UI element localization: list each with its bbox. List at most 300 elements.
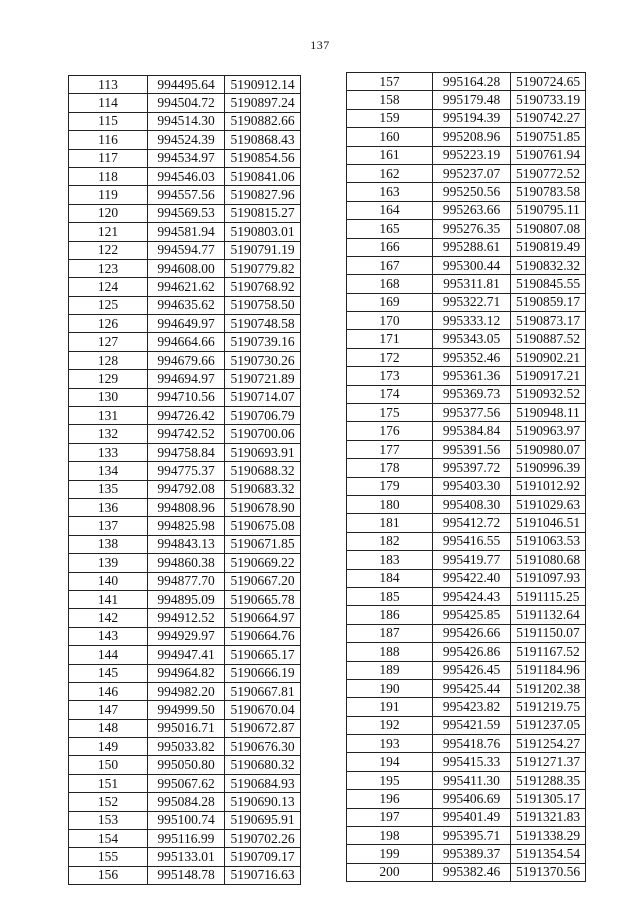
- x-coordinate-cell: 994825.98: [148, 517, 225, 535]
- table-row: [69, 462, 301, 480]
- x-coordinate-cell: 995389.37: [433, 845, 511, 863]
- y-coordinate-cell: 5191029.63: [511, 495, 586, 513]
- table-row: [69, 609, 301, 627]
- x-coordinate-cell: 994649.97: [148, 315, 225, 333]
- point-number-cell: 194: [347, 753, 433, 771]
- y-coordinate-cell: 5190932.52: [511, 385, 586, 403]
- point-number-cell: 119: [69, 186, 148, 204]
- y-coordinate-cell: 5190690.13: [225, 793, 301, 811]
- table-row: [347, 404, 586, 422]
- y-coordinate-cell: 5190791.19: [225, 241, 301, 259]
- table-row: [69, 167, 301, 185]
- y-coordinate-cell: 5191271.37: [511, 753, 586, 771]
- x-coordinate-cell: 995050.80: [148, 756, 225, 774]
- point-number-cell: 183: [347, 551, 433, 569]
- point-number-cell: 155: [69, 848, 148, 866]
- y-coordinate-cell: 5191132.64: [511, 606, 586, 624]
- y-coordinate-cell: 5191080.68: [511, 551, 586, 569]
- point-number-cell: 133: [69, 443, 148, 461]
- x-coordinate-cell: 995397.72: [433, 459, 511, 477]
- point-number-cell: 177: [347, 440, 433, 458]
- table-row: [69, 223, 301, 241]
- point-number-cell: 179: [347, 477, 433, 495]
- table-row: [347, 716, 586, 734]
- x-coordinate-cell: 995384.84: [433, 422, 511, 440]
- y-coordinate-cell: 5190902.21: [511, 348, 586, 366]
- x-coordinate-cell: 995250.56: [433, 183, 511, 201]
- table-row: [347, 256, 586, 274]
- x-coordinate-cell: 995300.44: [433, 256, 511, 274]
- point-number-cell: 136: [69, 498, 148, 516]
- point-number-cell: 140: [69, 572, 148, 590]
- table-row: [347, 735, 586, 753]
- table-row: [69, 278, 301, 296]
- point-number-cell: 198: [347, 827, 433, 845]
- table-row: [69, 370, 301, 388]
- x-coordinate-cell: 994514.30: [148, 112, 225, 130]
- point-number-cell: 195: [347, 771, 433, 789]
- page-number: 137: [310, 38, 330, 52]
- y-coordinate-cell: 5190859.17: [511, 293, 586, 311]
- x-coordinate-cell: 995408.30: [433, 495, 511, 513]
- x-coordinate-cell: 994775.37: [148, 462, 225, 480]
- y-coordinate-cell: 5190795.11: [511, 201, 586, 219]
- table-row: [347, 698, 586, 716]
- coordinates-table-right: [346, 72, 586, 882]
- y-coordinate-cell: 5190912.14: [225, 76, 301, 94]
- y-coordinate-cell: 5190751.85: [511, 128, 586, 146]
- y-coordinate-cell: 5190669.22: [225, 554, 301, 572]
- y-coordinate-cell: 5190827.96: [225, 186, 301, 204]
- point-number-cell: 141: [69, 590, 148, 608]
- point-number-cell: 180: [347, 495, 433, 513]
- point-number-cell: 125: [69, 296, 148, 314]
- y-coordinate-cell: 5190667.20: [225, 572, 301, 590]
- point-number-cell: 156: [69, 866, 148, 884]
- point-number-cell: 199: [347, 845, 433, 863]
- x-coordinate-cell: 995288.61: [433, 238, 511, 256]
- table-row: [347, 587, 586, 605]
- x-coordinate-cell: 994495.64: [148, 76, 225, 94]
- table-row: [69, 443, 301, 461]
- point-number-cell: 139: [69, 554, 148, 572]
- y-coordinate-cell: 5191115.25: [511, 587, 586, 605]
- table-row: [347, 863, 586, 881]
- point-number-cell: 166: [347, 238, 433, 256]
- point-number-cell: 157: [347, 73, 433, 91]
- x-coordinate-cell: 994877.70: [148, 572, 225, 590]
- table-row: [69, 131, 301, 149]
- table-row: [69, 811, 301, 829]
- point-number-cell: 120: [69, 204, 148, 222]
- table-row: [347, 771, 586, 789]
- x-coordinate-cell: 995403.30: [433, 477, 511, 495]
- y-coordinate-cell: 5191097.93: [511, 569, 586, 587]
- table-row: [347, 495, 586, 513]
- point-number-cell: 134: [69, 462, 148, 480]
- table-row: [347, 183, 586, 201]
- x-coordinate-cell: 995116.99: [148, 830, 225, 848]
- x-coordinate-cell: 995395.71: [433, 827, 511, 845]
- point-number-cell: 137: [69, 517, 148, 535]
- x-coordinate-cell: 994843.13: [148, 535, 225, 553]
- table-row: [69, 848, 301, 866]
- table-row: [347, 91, 586, 109]
- point-number-cell: 132: [69, 425, 148, 443]
- y-coordinate-cell: 5190695.91: [225, 811, 301, 829]
- y-coordinate-cell: 5190730.26: [225, 351, 301, 369]
- y-coordinate-cell: 5190761.94: [511, 146, 586, 164]
- y-coordinate-cell: 5191167.52: [511, 643, 586, 661]
- y-coordinate-cell: 5191219.75: [511, 698, 586, 716]
- table-row: [69, 76, 301, 94]
- point-number-cell: 160: [347, 128, 433, 146]
- x-coordinate-cell: 994929.97: [148, 627, 225, 645]
- table-row: [347, 367, 586, 385]
- x-coordinate-cell: 994895.09: [148, 590, 225, 608]
- table-row: [347, 220, 586, 238]
- y-coordinate-cell: 5190672.87: [225, 719, 301, 737]
- table-row: [69, 701, 301, 719]
- table-row: [69, 351, 301, 369]
- x-coordinate-cell: 995067.62: [148, 774, 225, 792]
- x-coordinate-cell: 994710.56: [148, 388, 225, 406]
- table-row: [69, 830, 301, 848]
- table-row: [347, 312, 586, 330]
- x-coordinate-cell: 994569.53: [148, 204, 225, 222]
- y-coordinate-cell: 5191202.38: [511, 679, 586, 697]
- table-row: [69, 535, 301, 553]
- point-number-cell: 167: [347, 256, 433, 274]
- point-number-cell: 135: [69, 480, 148, 498]
- x-coordinate-cell: 995343.05: [433, 330, 511, 348]
- x-coordinate-cell: 995423.82: [433, 698, 511, 716]
- x-coordinate-cell: 995401.49: [433, 808, 511, 826]
- y-coordinate-cell: 5190742.27: [511, 109, 586, 127]
- y-coordinate-cell: 5190779.82: [225, 259, 301, 277]
- point-number-cell: 143: [69, 627, 148, 645]
- table-row: [69, 646, 301, 664]
- table-row: [69, 572, 301, 590]
- point-number-cell: 117: [69, 149, 148, 167]
- y-coordinate-cell: 5191321.83: [511, 808, 586, 826]
- point-number-cell: 113: [69, 76, 148, 94]
- point-number-cell: 181: [347, 514, 433, 532]
- y-coordinate-cell: 5190667.81: [225, 682, 301, 700]
- x-coordinate-cell: 995311.81: [433, 275, 511, 293]
- point-number-cell: 131: [69, 407, 148, 425]
- y-coordinate-cell: 5190702.26: [225, 830, 301, 848]
- table-row: [69, 682, 301, 700]
- table-row: [347, 348, 586, 366]
- point-number-cell: 169: [347, 293, 433, 311]
- table-row: [69, 498, 301, 516]
- y-coordinate-cell: 5191288.35: [511, 771, 586, 789]
- y-coordinate-cell: 5190665.78: [225, 590, 301, 608]
- y-coordinate-cell: 5190841.06: [225, 167, 301, 185]
- y-coordinate-cell: 5190948.11: [511, 404, 586, 422]
- table-row: [69, 204, 301, 222]
- y-coordinate-cell: 5190671.85: [225, 535, 301, 553]
- y-coordinate-cell: 5190675.08: [225, 517, 301, 535]
- point-number-cell: 130: [69, 388, 148, 406]
- point-number-cell: 189: [347, 661, 433, 679]
- table-row: [347, 569, 586, 587]
- y-coordinate-cell: 5190887.52: [511, 330, 586, 348]
- x-coordinate-cell: 995426.66: [433, 624, 511, 642]
- x-coordinate-cell: 995421.59: [433, 716, 511, 734]
- coordinates-table-left: [68, 75, 301, 885]
- x-coordinate-cell: 995208.96: [433, 128, 511, 146]
- x-coordinate-cell: 995416.55: [433, 532, 511, 550]
- table-row: [69, 627, 301, 645]
- y-coordinate-cell: 5190772.52: [511, 164, 586, 182]
- table-row: [347, 146, 586, 164]
- x-coordinate-cell: 995412.72: [433, 514, 511, 532]
- point-number-cell: 128: [69, 351, 148, 369]
- y-coordinate-cell: 5190693.91: [225, 443, 301, 461]
- x-coordinate-cell: 994534.97: [148, 149, 225, 167]
- y-coordinate-cell: 5190666.19: [225, 664, 301, 682]
- point-number-cell: 126: [69, 315, 148, 333]
- x-coordinate-cell: 994982.20: [148, 682, 225, 700]
- y-coordinate-cell: 5190664.97: [225, 609, 301, 627]
- table-row: [347, 643, 586, 661]
- y-coordinate-cell: 5190854.56: [225, 149, 301, 167]
- x-coordinate-cell: 995148.78: [148, 866, 225, 884]
- table-row: [69, 590, 301, 608]
- x-coordinate-cell: 995382.46: [433, 863, 511, 881]
- y-coordinate-cell: 5190709.17: [225, 848, 301, 866]
- x-coordinate-cell: 994742.52: [148, 425, 225, 443]
- point-number-cell: 121: [69, 223, 148, 241]
- x-coordinate-cell: 995164.28: [433, 73, 511, 91]
- y-coordinate-cell: 5190882.66: [225, 112, 301, 130]
- point-number-cell: 129: [69, 370, 148, 388]
- x-coordinate-cell: 994912.52: [148, 609, 225, 627]
- x-coordinate-cell: 994694.97: [148, 370, 225, 388]
- table-row: [347, 164, 586, 182]
- point-number-cell: 127: [69, 333, 148, 351]
- table-row: [69, 333, 301, 351]
- y-coordinate-cell: 5190873.17: [511, 312, 586, 330]
- x-coordinate-cell: 994581.94: [148, 223, 225, 241]
- table-row: [347, 128, 586, 146]
- y-coordinate-cell: 5191046.51: [511, 514, 586, 532]
- y-coordinate-cell: 5190832.32: [511, 256, 586, 274]
- y-coordinate-cell: 5190768.92: [225, 278, 301, 296]
- x-coordinate-cell: 994621.62: [148, 278, 225, 296]
- y-coordinate-cell: 5190758.50: [225, 296, 301, 314]
- point-number-cell: 191: [347, 698, 433, 716]
- table-row: [347, 201, 586, 219]
- x-coordinate-cell: 994594.77: [148, 241, 225, 259]
- table-row: [69, 756, 301, 774]
- point-number-cell: 118: [69, 167, 148, 185]
- y-coordinate-cell: 5190665.17: [225, 646, 301, 664]
- x-coordinate-cell: 995276.35: [433, 220, 511, 238]
- y-coordinate-cell: 5191354.54: [511, 845, 586, 863]
- y-coordinate-cell: 5190803.01: [225, 223, 301, 241]
- point-number-cell: 168: [347, 275, 433, 293]
- x-coordinate-cell: 995411.30: [433, 771, 511, 789]
- y-coordinate-cell: 5190683.32: [225, 480, 301, 498]
- y-coordinate-cell: 5190670.04: [225, 701, 301, 719]
- x-coordinate-cell: 995033.82: [148, 738, 225, 756]
- y-coordinate-cell: 5190739.16: [225, 333, 301, 351]
- point-number-cell: 176: [347, 422, 433, 440]
- table-row: [69, 149, 301, 167]
- x-coordinate-cell: 995377.56: [433, 404, 511, 422]
- y-coordinate-cell: 5190897.24: [225, 94, 301, 112]
- point-number-cell: 182: [347, 532, 433, 550]
- x-coordinate-cell: 995361.36: [433, 367, 511, 385]
- point-number-cell: 122: [69, 241, 148, 259]
- point-number-cell: 158: [347, 91, 433, 109]
- point-number-cell: 145: [69, 664, 148, 682]
- point-number-cell: 184: [347, 569, 433, 587]
- x-coordinate-cell: 995223.19: [433, 146, 511, 164]
- y-coordinate-cell: 5190664.76: [225, 627, 301, 645]
- table-row: [69, 480, 301, 498]
- x-coordinate-cell: 995084.28: [148, 793, 225, 811]
- point-number-cell: 185: [347, 587, 433, 605]
- point-number-cell: 197: [347, 808, 433, 826]
- point-number-cell: 175: [347, 404, 433, 422]
- x-coordinate-cell: 994964.82: [148, 664, 225, 682]
- table-row: [347, 679, 586, 697]
- table-row: [347, 275, 586, 293]
- x-coordinate-cell: 994758.84: [148, 443, 225, 461]
- x-coordinate-cell: 995391.56: [433, 440, 511, 458]
- point-number-cell: 172: [347, 348, 433, 366]
- table-row: [69, 554, 301, 572]
- table-row: [347, 459, 586, 477]
- point-number-cell: 174: [347, 385, 433, 403]
- table-row: [69, 719, 301, 737]
- x-coordinate-cell: 995425.85: [433, 606, 511, 624]
- table-row: [347, 440, 586, 458]
- x-coordinate-cell: 995424.43: [433, 587, 511, 605]
- x-coordinate-cell: 995426.86: [433, 643, 511, 661]
- x-coordinate-cell: 995352.46: [433, 348, 511, 366]
- table-row: [347, 293, 586, 311]
- table-row: [69, 296, 301, 314]
- point-number-cell: 159: [347, 109, 433, 127]
- x-coordinate-cell: 994792.08: [148, 480, 225, 498]
- x-coordinate-cell: 995406.69: [433, 790, 511, 808]
- table-row: [347, 109, 586, 127]
- y-coordinate-cell: 5190996.39: [511, 459, 586, 477]
- x-coordinate-cell: 994999.50: [148, 701, 225, 719]
- x-coordinate-cell: 995016.71: [148, 719, 225, 737]
- x-coordinate-cell: 994726.42: [148, 407, 225, 425]
- x-coordinate-cell: 994557.56: [148, 186, 225, 204]
- x-coordinate-cell: 994808.96: [148, 498, 225, 516]
- x-coordinate-cell: 994546.03: [148, 167, 225, 185]
- y-coordinate-cell: 5190815.27: [225, 204, 301, 222]
- x-coordinate-cell: 994947.41: [148, 646, 225, 664]
- point-number-cell: 173: [347, 367, 433, 385]
- point-number-cell: 142: [69, 609, 148, 627]
- y-coordinate-cell: 5190678.90: [225, 498, 301, 516]
- point-number-cell: 193: [347, 735, 433, 753]
- table-row: [347, 73, 586, 91]
- y-coordinate-cell: 5190733.19: [511, 91, 586, 109]
- x-coordinate-cell: 994635.62: [148, 296, 225, 314]
- table-row: [69, 407, 301, 425]
- table-row: [69, 517, 301, 535]
- point-number-cell: 124: [69, 278, 148, 296]
- point-number-cell: 161: [347, 146, 433, 164]
- table-row: [347, 330, 586, 348]
- y-coordinate-cell: 5191254.27: [511, 735, 586, 753]
- point-number-cell: 165: [347, 220, 433, 238]
- table-row: [69, 112, 301, 130]
- y-coordinate-cell: 5190819.49: [511, 238, 586, 256]
- table-row: [69, 186, 301, 204]
- x-coordinate-cell: 995369.73: [433, 385, 511, 403]
- table-row: [347, 753, 586, 771]
- point-number-cell: 170: [347, 312, 433, 330]
- point-number-cell: 164: [347, 201, 433, 219]
- y-coordinate-cell: 5191150.07: [511, 624, 586, 642]
- point-number-cell: 186: [347, 606, 433, 624]
- point-number-cell: 148: [69, 719, 148, 737]
- point-number-cell: 115: [69, 112, 148, 130]
- point-number-cell: 123: [69, 259, 148, 277]
- y-coordinate-cell: 5190724.65: [511, 73, 586, 91]
- table-row: [347, 422, 586, 440]
- point-number-cell: 171: [347, 330, 433, 348]
- y-coordinate-cell: 5191370.56: [511, 863, 586, 881]
- point-number-cell: 144: [69, 646, 148, 664]
- y-coordinate-cell: 5190963.97: [511, 422, 586, 440]
- y-coordinate-cell: 5191338.29: [511, 827, 586, 845]
- y-coordinate-cell: 5190716.63: [225, 866, 301, 884]
- y-coordinate-cell: 5191305.17: [511, 790, 586, 808]
- x-coordinate-cell: 995322.71: [433, 293, 511, 311]
- table-row: [347, 661, 586, 679]
- point-number-cell: 200: [347, 863, 433, 881]
- y-coordinate-cell: 5190807.08: [511, 220, 586, 238]
- x-coordinate-cell: 995100.74: [148, 811, 225, 829]
- table-row: [347, 514, 586, 532]
- table-row: [347, 532, 586, 550]
- point-number-cell: 187: [347, 624, 433, 642]
- point-number-cell: 116: [69, 131, 148, 149]
- y-coordinate-cell: 5191184.96: [511, 661, 586, 679]
- table-row: [347, 477, 586, 495]
- y-coordinate-cell: 5190706.79: [225, 407, 301, 425]
- x-coordinate-cell: 995194.39: [433, 109, 511, 127]
- point-number-cell: 150: [69, 756, 148, 774]
- table-row: [347, 827, 586, 845]
- table-row: [69, 94, 301, 112]
- y-coordinate-cell: 5190721.89: [225, 370, 301, 388]
- point-number-cell: 147: [69, 701, 148, 719]
- point-number-cell: 146: [69, 682, 148, 700]
- x-coordinate-cell: 995418.76: [433, 735, 511, 753]
- table-row: [347, 624, 586, 642]
- y-coordinate-cell: 5191237.05: [511, 716, 586, 734]
- x-coordinate-cell: 995237.07: [433, 164, 511, 182]
- y-coordinate-cell: 5190700.06: [225, 425, 301, 443]
- y-coordinate-cell: 5190676.30: [225, 738, 301, 756]
- x-coordinate-cell: 995333.12: [433, 312, 511, 330]
- x-coordinate-cell: 995263.66: [433, 201, 511, 219]
- y-coordinate-cell: 5190684.93: [225, 774, 301, 792]
